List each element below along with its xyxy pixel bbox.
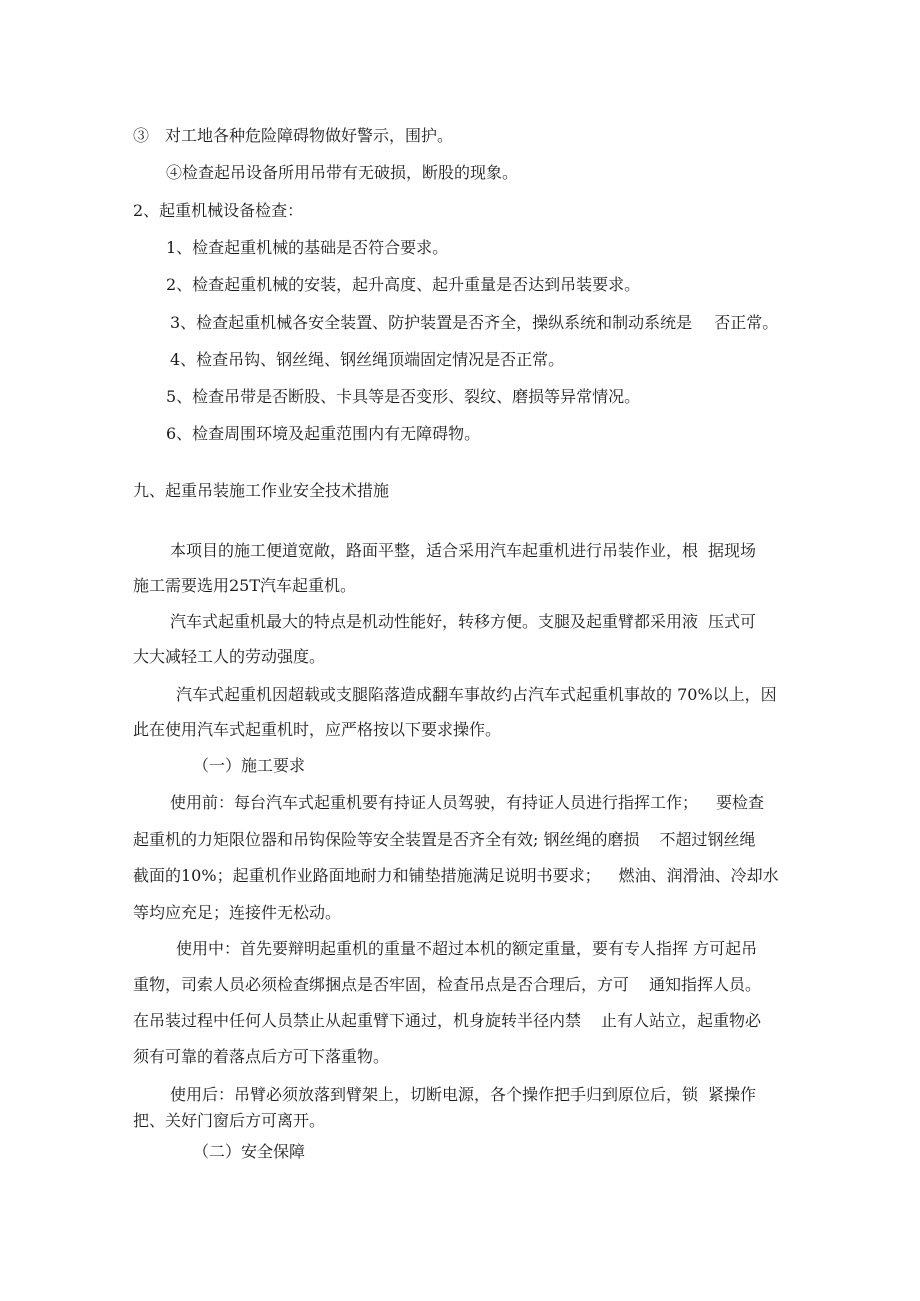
before-use-line2-tail: 不超过钢丝绳 [659,830,756,849]
check-item-6: 6、检查周围环境及起重范围内有无障碍物。 [166,424,481,443]
after-use-line1-text: 使用后：吊臂必须放落到臂架上，切断电源，各个操作把手归到原位后，锁 [170,1085,699,1104]
before-use-line4: 等均应充足；连接件无松动。 [133,903,342,922]
check-item-3 [170,312,778,334]
check-item-3-text: 3、检查起重机械各安全装置、防护装置是否齐全，操纵系统和制动系统是 [170,313,693,332]
subsection-2-heading: （二）安全保障 [193,1142,306,1161]
check-item-4: 4、检查吊钩、钢丝绳、钢丝绳顶端固定情况是否正常。 [170,350,565,369]
list-item-4: ④检查起吊设备所用吊带有无破损，断股的现象。 [166,163,519,182]
during-use-line1: 使用中：首先要辩明起重机的重量不超过本机的额定重量，要有专人指挥 方可起吊 [176,939,758,958]
check-item-1: 1、检查起重机械的基础是否符合要求。 [166,238,449,257]
during-use-line4: 须有可靠的着落点后方可下落重物。 [133,1047,390,1066]
before-use-line3-tail: 燃油、润滑油、冷却水 [618,866,779,885]
section-9-heading: 九、起重吊装施工作业安全技术措施 [133,481,390,500]
before-use-line2-text: 起重机的力矩限位器和吊钩保险等安全装置是否齐全有效; 钢丝绳的磨损 [133,830,640,849]
subsection-1-heading: （一）施工要求 [193,756,306,775]
para1-line1 [170,540,756,562]
after-use-line2: 把、关好门窗后方可离开。 [133,1111,326,1130]
during-use-line2-text: 重物，司索人员必须检查绑捆点是否牢固，检查吊点是否合理后，方可 [133,975,630,994]
para2-line1-text: 汽车式起重机最大的特点是机动性能好，转移方便。支腿及起重臂都采用液 [170,612,699,631]
section-2-heading: 2、起重机械设备检查： [133,201,304,220]
before-use-line1 [170,792,764,814]
after-use-line1-tail: 紧操作 [708,1085,757,1104]
para3-line1: 汽车式起重机因超载或支腿陷落造成翻车事故约占汽车式起重机事故的 70%以上，因 [176,685,777,704]
para1-line1-text: 本项目的施工便道宽敞，路面平整，适合采用汽车起重机进行吊装作业，根 [170,541,699,560]
before-use-line1-tail: 要检查 [716,793,765,812]
before-use-line1-text: 使用前：每台汽车式起重机要有持证人员驾驶，有持证人员进行指挥工作； [170,793,699,812]
check-item-5: 5、检查吊带是否断股、卡具等是否变形、裂纹、磨损等异常情况。 [166,387,641,406]
during-use-line2 [133,974,761,996]
after-use-line1 [170,1084,756,1106]
before-use-line3-text: 截面的10%；起重机作业路面地耐力和铺垫措施满足说明书要求； [133,866,601,885]
before-use-line2 [133,829,756,851]
during-use-line3 [133,1010,761,1032]
check-item-2: 2、检查起重机械的安装，起升高度、起升重量是否达到吊装要求。 [166,275,641,294]
para3-line2: 此在使用汽车式起重机时，应严格按以下要求操作。 [133,720,502,739]
check-item-3-tail: 否正常。 [714,313,779,332]
para1-line1-tail: 据现场 [708,541,757,560]
during-use-line3-text: 在吊装过程中任何人员禁止从起重臂下通过，机身旋转半径内禁 [133,1011,582,1030]
para2-line1-tail: 压式可 [708,612,757,631]
para2-line2: 大大减轻工人的劳动强度。 [133,647,326,666]
during-use-line3-tail: 止有人站立，起重物必 [601,1011,762,1030]
during-use-line2-tail: 通知指挥人员。 [649,975,762,994]
para2-line1 [170,611,756,633]
para1-line2: 施工需要选用25T汽车起重机。 [133,576,357,595]
before-use-line3 [133,865,779,887]
list-item-3: ③ 对工地各种危险障碍物做好警示，围护。 [133,126,454,145]
